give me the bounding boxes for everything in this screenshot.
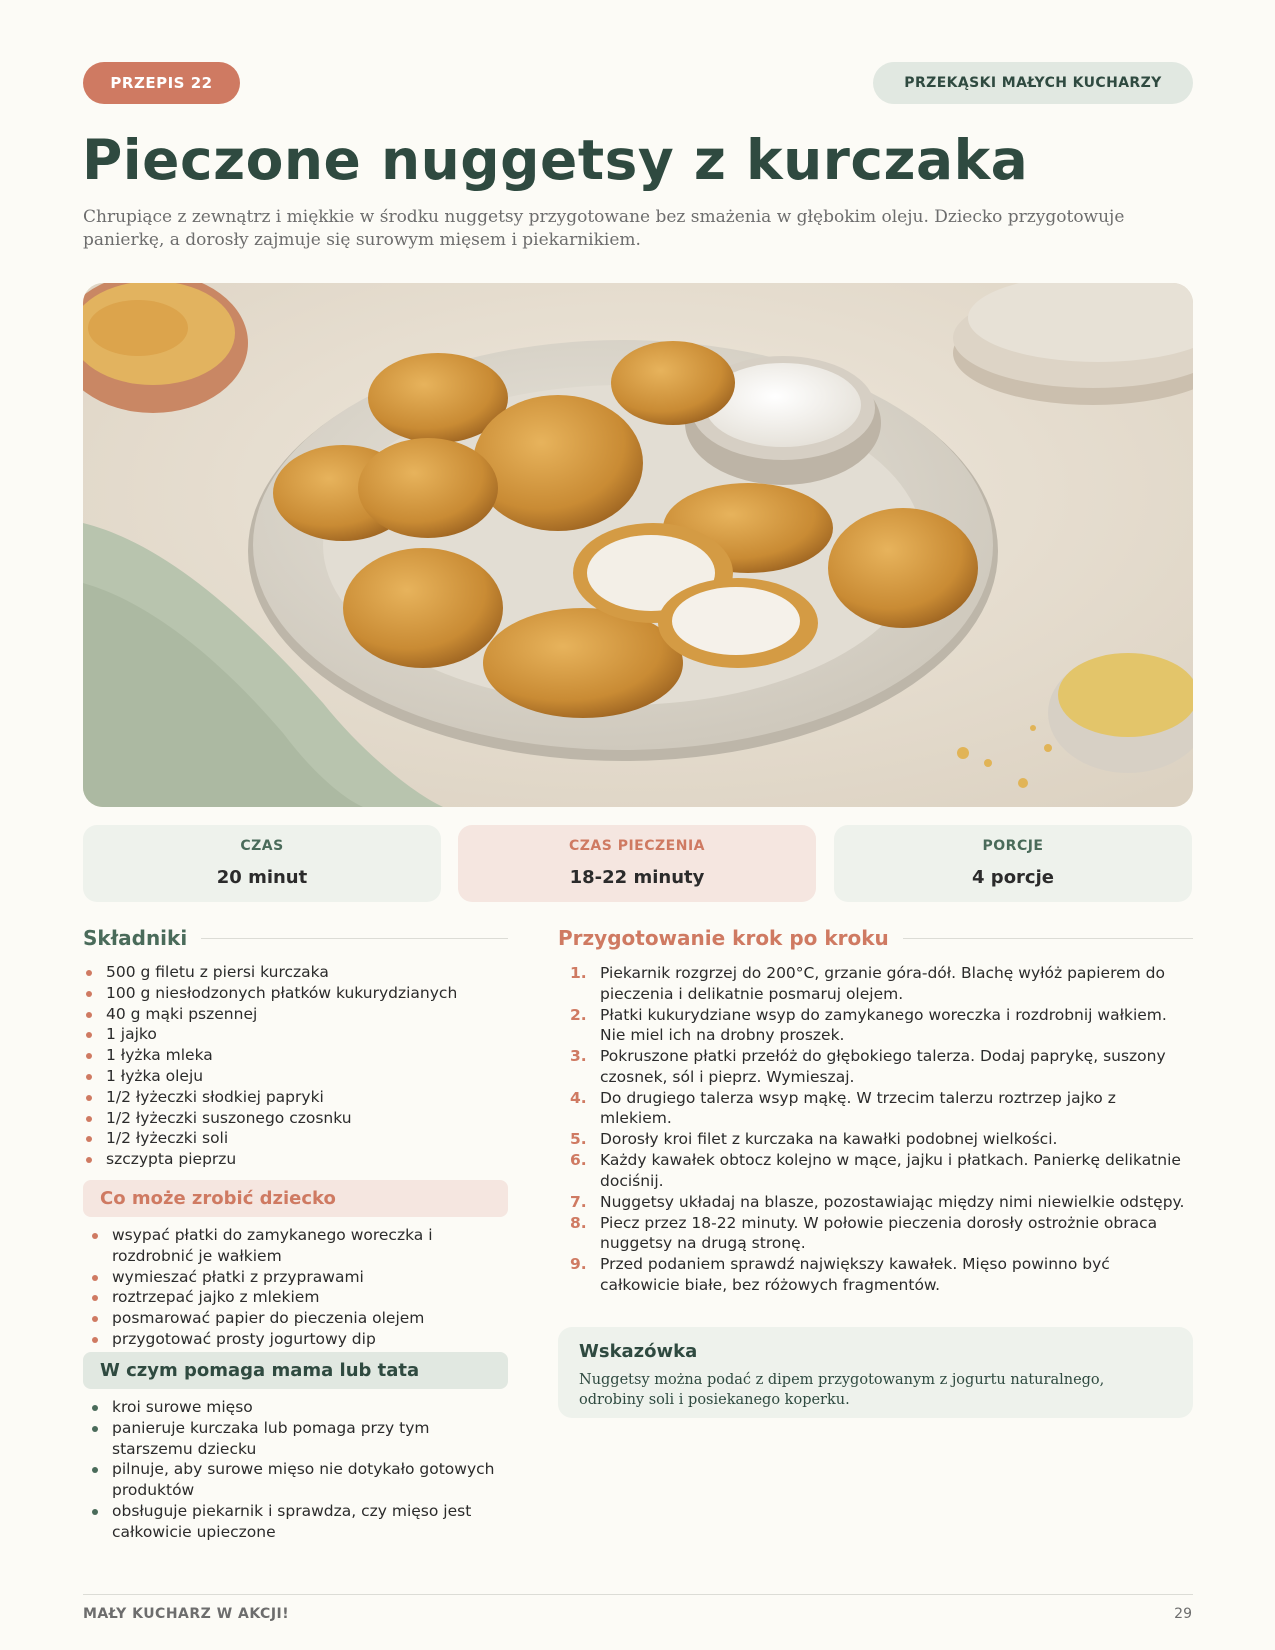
ingredient-item: szczypta pieprzu	[83, 1149, 508, 1170]
step-number: 6.	[570, 1151, 587, 1169]
ingredient-item: 500 g filetu z piersi kurczaka	[83, 962, 508, 983]
ingredient-item: 1/2 łyżeczki soli	[83, 1128, 508, 1149]
footer-divider	[83, 1594, 1193, 1595]
step-item	[570, 1046, 1190, 1087]
kid-tasks-list	[89, 1225, 489, 1350]
stat-time-value: 20 minut	[216, 867, 308, 888]
recipe-subtitle: Chrupiące z zewnątrz i miękkie w środku nuggetsy przygotowane bez smażenia w głębokim oleju. Dziecko przygotowuje panierkę, a dorosły zajmuje się surowym mięsem i piekarnikiem.	[83, 207, 1125, 250]
kid-task-item: przygotować prosty jogurtowy dip	[89, 1329, 489, 1350]
step-item	[570, 1088, 1190, 1129]
category-badge: PRZEKĄSKI MAŁYCH KUCHARZY	[873, 62, 1193, 104]
parent-tasks-list	[89, 1397, 509, 1543]
tip-heading: Wskazówka	[579, 1341, 698, 1362]
step-item	[570, 1150, 1190, 1191]
step-text: Piekarnik rozgrzej do 200°C, grzanie góra-dół. Blachę wyłóż papierem do pieczenia i delikatnie posmaruj olejem.	[600, 964, 1166, 1003]
step-text: Przed podaniem sprawdź największy kawałek. Mięso powinno być całkowicie białe, bez różowych fragmentów.	[600, 1255, 1110, 1294]
step-text: Dorosły kroi filet z kurczaka na kawałki podobnej wielkości.	[600, 1130, 1058, 1148]
stat-servings	[834, 825, 1192, 902]
ingredient-item: 1 łyżka mleka	[83, 1045, 508, 1066]
parent-task-item: panieruje kurczaka lub pomaga przy tym starszemu dziecku	[89, 1418, 509, 1460]
step-number: 1.	[570, 964, 587, 982]
recipe-number-badge: PRZEPIS 22	[83, 62, 240, 104]
step-item	[570, 1005, 1190, 1046]
step-number: 9.	[570, 1255, 587, 1273]
ingredient-item: 40 g mąki pszennej	[83, 1004, 508, 1025]
step-text: Do drugiego talerza wsyp mąkę. W trzecim talerzu roztrzep jajko z mlekiem.	[600, 1088, 1116, 1127]
step-text: Pokruszone płatki przełóż do głębokiego talerza. Dodaj paprykę, suszony czosnek, sól i pieprz. Wymieszaj.	[600, 1047, 1166, 1086]
step-number: 8.	[570, 1213, 587, 1232]
kid-task-item: roztrzepać jajko z mlekiem	[89, 1287, 489, 1308]
nuggets-plate-illustration	[83, 283, 1193, 807]
step-text: Płatki kukurydziane wsyp do zamykanego woreczka i rozdrobnij wałkiem. Nie miel ich na drobny proszek.	[600, 1005, 1167, 1044]
ingredient-item: 1 łyżka oleju	[83, 1066, 508, 1087]
parent-task-item: pilnuje, aby surowe mięso nie dotykało gotowych produktów	[89, 1459, 509, 1501]
step-text: Każdy kawałek obtocz kolejno w mące, jajku i płatkach. Panierkę delikatnie dociśnij.	[600, 1151, 1181, 1190]
ingredients-list	[83, 962, 508, 1170]
divider	[201, 938, 508, 939]
page-number: 29	[1174, 1606, 1192, 1622]
steps-heading-text: Przygotowanie krok po kroku	[558, 926, 889, 950]
ingredient-item: 1/2 łyżeczki suszonego czosnku	[83, 1108, 508, 1129]
step-item	[570, 1213, 1190, 1254]
ingredients-heading	[83, 926, 508, 950]
step-item	[570, 963, 1190, 1004]
footer-book-title: MAŁY KUCHARZ W AKCJI!	[83, 1606, 290, 1622]
parent-tasks-heading: W czym pomaga mama lub tata	[83, 1352, 508, 1389]
kid-tasks-heading: Co może zrobić dziecko	[83, 1180, 508, 1217]
step-number: 2.	[570, 1005, 587, 1024]
ingredient-item: 100 g niesłodzonych płatków kukurydzianych	[83, 983, 508, 1004]
step-number: 3.	[570, 1047, 587, 1065]
step-item	[570, 1254, 1190, 1295]
steps-heading	[558, 926, 1193, 950]
divider	[903, 938, 1193, 939]
stat-bake-time	[458, 825, 816, 902]
kid-task-item: wymieszać płatki z przyprawami	[89, 1267, 489, 1288]
step-number: 4.	[570, 1088, 587, 1107]
parent-task-item: obsługuje piekarnik i sprawdza, czy mięso jest całkowicie upieczone	[89, 1501, 509, 1543]
stat-bake-value: 18-22 minuty	[569, 867, 705, 888]
page-title: Pieczone nuggetsy z kurczaka	[82, 128, 1029, 192]
tip-box	[558, 1327, 1193, 1418]
parent-task-item: kroi surowe mięso	[89, 1397, 509, 1418]
stat-servings-value: 4 porcje	[972, 867, 1054, 888]
steps-list	[570, 963, 1190, 1296]
stat-time	[83, 825, 441, 902]
step-number: 5.	[570, 1130, 587, 1148]
step-number: 7.	[570, 1192, 587, 1211]
kid-task-item: wsypać płatki do zamykanego woreczka i rozdrobnić je wałkiem	[89, 1225, 489, 1267]
step-text: Piecz przez 18-22 minuty. W połowie pieczenia dorosły ostrożnie obraca nuggetsy na drugą stronę.	[600, 1213, 1158, 1252]
step-item	[570, 1129, 1190, 1150]
ingredient-item: 1/2 łyżeczki słodkiej papryki	[83, 1087, 508, 1108]
step-text: Nuggetsy układaj na blasze, pozostawiając między nimi niewielkie odstępy.	[600, 1192, 1185, 1211]
ingredients-heading-text: Składniki	[83, 926, 188, 950]
kid-task-item: posmarować papier do pieczenia olejem	[89, 1308, 489, 1329]
recipe-photo	[83, 283, 1193, 807]
ingredient-item: 1 jajko	[83, 1024, 508, 1045]
stat-servings-label: PORCJE	[982, 838, 1044, 854]
stat-bake-label: CZAS PIECZENIA	[568, 838, 705, 854]
stat-time-label: CZAS	[240, 838, 284, 854]
step-item	[570, 1192, 1190, 1213]
tip-text: Nuggetsy można podać z dipem przygotowanym z jogurtu naturalnego, odrobiny soli i posiekanego koperku.	[579, 1372, 1105, 1408]
